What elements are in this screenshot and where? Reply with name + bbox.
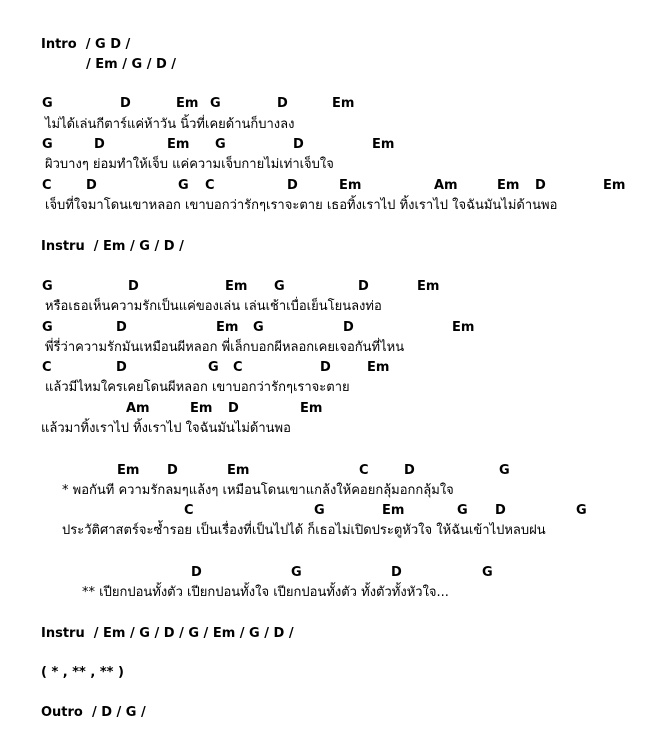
- chord: Em: [339, 178, 362, 193]
- chord: D: [228, 401, 239, 416]
- chord: Em: [300, 401, 323, 416]
- chord-row: [0, 279, 670, 295]
- chord: C: [42, 360, 52, 375]
- chord: D: [535, 178, 546, 193]
- chord: Em: [227, 463, 250, 478]
- lyric-line: ไม่ได้เล่นกีตาร์แค่ห้าวัน นิ้วที่เคยด้านก็บางลง: [45, 117, 295, 132]
- chord: G: [210, 96, 221, 111]
- chord: D: [116, 320, 127, 335]
- chord: D: [358, 279, 369, 294]
- chord: G: [42, 279, 53, 294]
- lyric-line: แล้วมาทิ้งเราไป ทิ้งเราไป ใจฉันมันไม่ด้านพอ: [41, 421, 291, 436]
- chord: G: [291, 565, 302, 580]
- lyric-line: ผิวบางๆ ย่อมทำให้เจ็บ แค่ความเจ็บกายไม่เท่าเจ็บใจ: [45, 157, 334, 172]
- chord-row: [0, 503, 670, 519]
- chord: D: [320, 360, 331, 375]
- instru-label: Instru: [41, 626, 85, 641]
- chord: D: [495, 503, 506, 518]
- intro-chords-1: / G D /: [85, 37, 131, 52]
- chord: C: [359, 463, 369, 478]
- lyric-line: หรือเธอเห็นความรักเป็นแค่ของเล่น เล่นเช้าเบื่อเย็นโยนลงท่อ: [45, 299, 382, 314]
- chord: G: [482, 565, 493, 580]
- chord: G: [178, 178, 189, 193]
- chord: D: [116, 360, 127, 375]
- instru-line-1: [41, 239, 184, 255]
- lyric-line: ** เปียกปอนทั้งตัว เปียกปอนทั้งใจ เปียกปอนทั้งตัว ทั้งตัวทั้งหัวใจ...: [82, 585, 449, 600]
- chord: G: [274, 279, 285, 294]
- chord: D: [391, 565, 402, 580]
- chord-row: [0, 565, 670, 581]
- chord: C: [233, 360, 243, 375]
- chord: Em: [117, 463, 140, 478]
- chord: G: [42, 137, 53, 152]
- chord: D: [120, 96, 131, 111]
- outro-label: Outro: [41, 705, 83, 720]
- chord: C: [205, 178, 215, 193]
- chord: Em: [167, 137, 190, 152]
- chord: D: [293, 137, 304, 152]
- intro-chords-2: / Em / G / D /: [86, 57, 177, 72]
- chord: C: [42, 178, 52, 193]
- chord: D: [86, 178, 97, 193]
- chord: Em: [603, 178, 626, 193]
- chord-row: [0, 360, 670, 376]
- chord: Em: [367, 360, 390, 375]
- chord: G: [253, 320, 264, 335]
- chord: D: [167, 463, 178, 478]
- chord: G: [42, 96, 53, 111]
- chord: Em: [372, 137, 395, 152]
- chord: G: [457, 503, 468, 518]
- intro-line: [41, 37, 130, 53]
- chord: Em: [225, 279, 248, 294]
- instru-line-2: [41, 626, 294, 642]
- chord: Em: [382, 503, 405, 518]
- chord: D: [287, 178, 298, 193]
- chord: D: [404, 463, 415, 478]
- chord-row: [0, 137, 670, 153]
- chord: G: [576, 503, 587, 518]
- chord: Em: [452, 320, 475, 335]
- chord: G: [215, 137, 226, 152]
- chord: G: [499, 463, 510, 478]
- chord-row: [0, 178, 670, 194]
- chord: G: [314, 503, 325, 518]
- chord: Em: [190, 401, 213, 416]
- lyric-line: แล้วมีไหมใครเคยโดนผีหลอก เขาบอกว่ารักๆเราจะตาย: [45, 380, 350, 395]
- chord-row: [0, 96, 670, 112]
- instru-label: Instru: [41, 239, 85, 254]
- chord: D: [191, 565, 202, 580]
- chord: G: [42, 320, 53, 335]
- chord: D: [128, 279, 139, 294]
- outro-line: [41, 705, 146, 721]
- repeat-instruction: ( * , ** , ** ): [41, 665, 124, 680]
- chord: D: [94, 137, 105, 152]
- chord: Am: [434, 178, 458, 193]
- chord-row: [0, 463, 670, 479]
- chord: Em: [417, 279, 440, 294]
- chord: Em: [176, 96, 199, 111]
- lyric-line: เจ็บที่ใจมาโดนเขาหลอก เขาบอกว่ารักๆเราจะตาย เธอทิ้งเราไป ทิ้งเราไป ใจฉันมันไม่ด้านพอ: [45, 198, 558, 213]
- chord: D: [343, 320, 354, 335]
- instru-chords: / Em / G / D / G / Em / G / D /: [93, 626, 294, 641]
- instru-chords: / Em / G / D /: [93, 239, 184, 254]
- lyric-line: ประวัติศาสตร์จะซ้ำรอย เป็นเรื่องที่เป็นไปได้ ก็เธอไม่เปิดประตูหัวใจ ให้ฉันเข้าไปหลบฝน: [62, 523, 546, 538]
- chord: G: [208, 360, 219, 375]
- chord: D: [277, 96, 288, 111]
- chord-row: [0, 320, 670, 336]
- chord: C: [184, 503, 194, 518]
- chord-row: [0, 401, 670, 417]
- chord: Em: [332, 96, 355, 111]
- chord: Em: [216, 320, 239, 335]
- lyric-line: * พอกันที ความรักลมๆแล้งๆ เหมือนโดนเขาแกล้งให้คอยกลุ้มอกกลุ้มใจ: [62, 483, 454, 498]
- intro-label: Intro: [41, 37, 77, 52]
- chord: Am: [126, 401, 150, 416]
- chord: Em: [497, 178, 520, 193]
- lyric-line: พี่รี่ว่าความรักมันเหมือนผีหลอก พี่เล็กบอกผีหลอกเคยเจอกันที่ไหน: [45, 340, 405, 355]
- outro-chords: / D / G /: [91, 705, 146, 720]
